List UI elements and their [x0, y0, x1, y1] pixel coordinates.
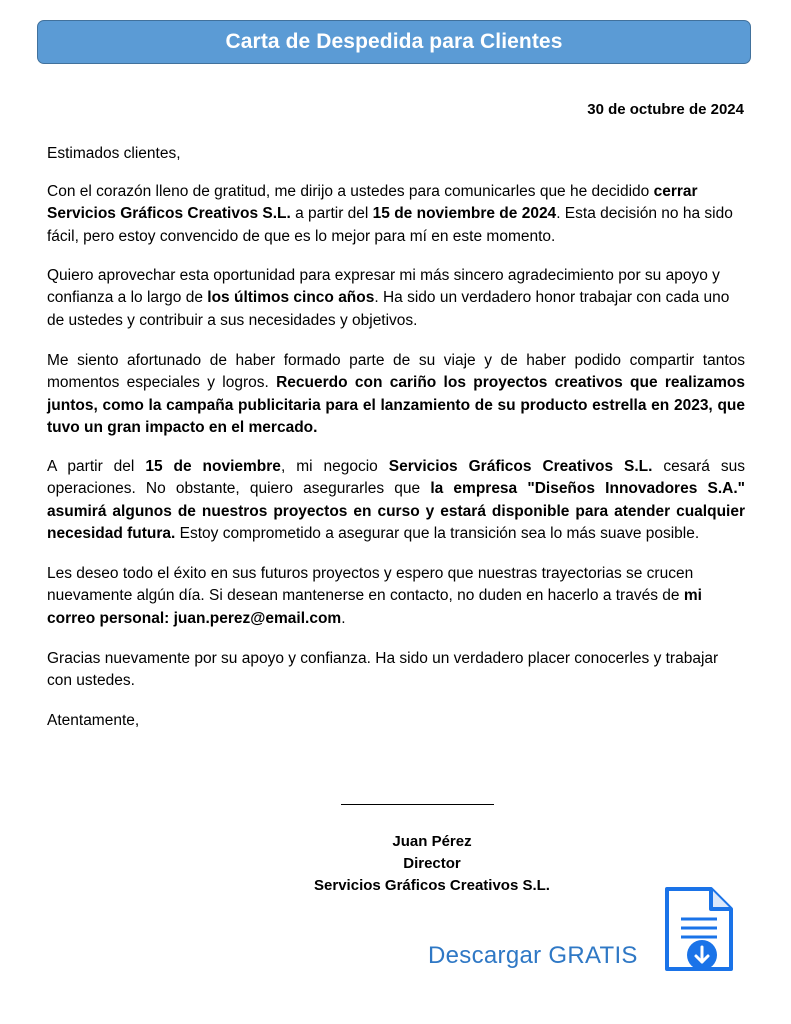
paragraph-2-text-1: Quiero aprovechar esta oportunidad para expresar mi más sincero agradecimiento por su apoyo y confianza a lo largo de [47, 267, 720, 307]
paragraph-2 [47, 265, 745, 332]
paragraph-1-text-1: Con el corazón lleno de gratitud, me dirijo a ustedes para comunicarles que he decidido [47, 183, 654, 200]
letter-date: 30 de octubre de 2024 [587, 101, 744, 118]
page-title: Carta de Despedida para Clientes [225, 30, 563, 53]
paragraph-2-bold-1: los últimos cinco años [207, 289, 375, 307]
paragraph-4-text-2: , mi negocio [280, 458, 389, 475]
paragraph-1 [47, 181, 745, 248]
paragraph-3 [47, 350, 745, 439]
signer-company: Servicios Gráficos Creativos S.L. [314, 877, 550, 894]
paragraph-5-text-1: Les deseo todo el éxito en sus futuros proyectos y espero que nuestras trayectorias se crucen nuevamente algún día. Si desean mantenerse en contacto, no duden en hacerlo a través de [47, 565, 694, 605]
paragraph-1-bold-2: 15 de noviembre de 2024 [372, 205, 557, 223]
paragraph-2-text-2: . Ha sido un verdadero honor trabajar con cada uno de ustedes y contribuir a sus necesidades y objetivos. [47, 289, 730, 329]
download-link[interactable]: Descargar GRATIS [428, 942, 638, 969]
paragraph-4-bold-2: Servicios Gráficos Creativos S.L. [388, 458, 653, 475]
paragraph-3-bold-1: Recuerdo con cariño los proyectos creativos que realizamos juntos, como la campaña publicitaria para el lanzamiento de su producto estrella en 2023, que tuvo un gran impacto en el mercado. [47, 374, 745, 436]
paragraph-4-bold-1: 15 de noviembre [145, 458, 281, 475]
paragraph-4-text-1: A partir del [47, 458, 146, 475]
signer-title: Director [403, 855, 461, 872]
paragraph-6: Gracias nuevamente por su apoyo y confianza. Ha sido un verdadero placer conocerles y trabajar con ustedes. [47, 650, 719, 690]
download-document-icon[interactable] [661, 883, 739, 977]
paragraph-1-text-2: a partir del [290, 205, 373, 223]
signature-line [341, 804, 494, 805]
paragraph-4 [47, 456, 745, 545]
paragraph-1-bold-1: cerrar Servicios Gráficos Creativos S.L. [47, 183, 698, 223]
signer-name: Juan Pérez [392, 833, 472, 850]
paragraph-5 [47, 563, 745, 630]
paragraph-4-text-4: Estoy comprometido a asegurar que la transición sea lo más suave posible. [175, 524, 700, 542]
paragraph-4-bold-3: la empresa "Diseños Innovadores S.A." asumirá algunos de nuestros proyectos en curso y estará disponible para atender cualquier necesidad futura. [47, 480, 745, 542]
paragraph-3-text-1: Me siento afortunado de haber formado parte de su viaje y de haber podido compartir tantos momentos especiales y logros. [47, 352, 745, 392]
closing: Atentamente, [47, 712, 140, 729]
email-contact: mi correo personal: juan.perez@email.com [47, 587, 702, 627]
paragraph-4-text-3: cesará sus operaciones. No obstante, quiero asegurarles que [47, 458, 745, 498]
title-banner [37, 20, 751, 64]
paragraph-5-text-2: . [341, 609, 346, 627]
paragraph-1-text-3: . Esta decisión no ha sido fácil, pero estoy convencido de que es lo mejor para mí en este momento. [47, 205, 733, 245]
greeting: Estimados clientes, [47, 145, 181, 162]
